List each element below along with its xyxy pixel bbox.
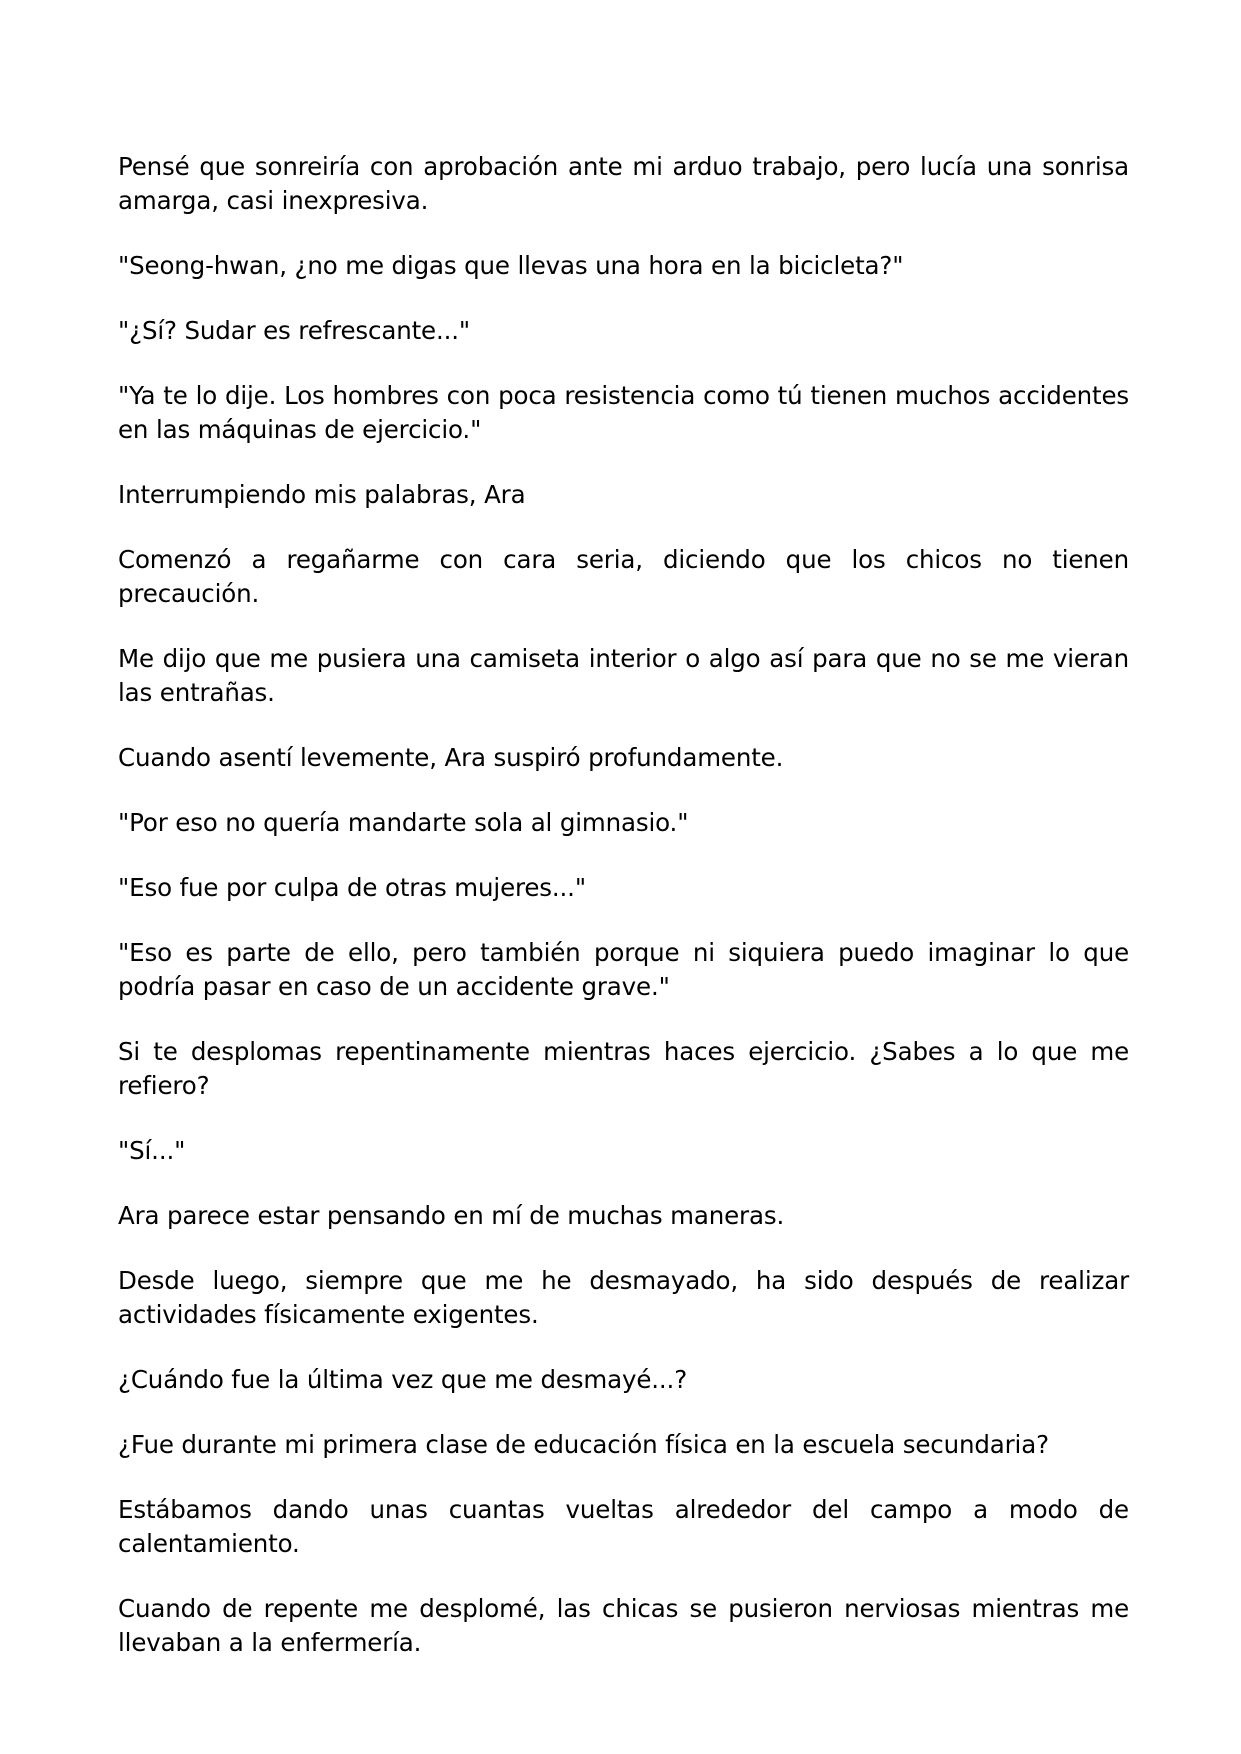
- paragraph-8: Cuando asentí levemente, Ara suspiró profundamente.: [118, 743, 784, 772]
- paragraph-7: Me dijo que me pusiera una camiseta interior o algo así para que no se me vieran las entrañas.: [118, 644, 1129, 707]
- paragraph-1: Pensé que sonreiría con aprobación ante mi arduo trabajo, pero lucía una sonrisa amarga, casi inexpresiva.: [118, 152, 1129, 215]
- paragraph-13: "Sí...": [118, 1136, 186, 1165]
- paragraph-6: Comenzó a regañarme con cara seria, diciendo que los chicos no tienen precaución.: [118, 545, 1129, 608]
- paragraph-15: Desde luego, siempre que me he desmayado, ha sido después de realizar actividades físicamente exigentes.: [118, 1266, 1129, 1329]
- paragraph-17: ¿Fue durante mi primera clase de educación física en la escuela secundaria?: [118, 1430, 1049, 1459]
- paragraph-3: "¿Sí? Sudar es refrescante...": [118, 316, 470, 345]
- paragraph-18: Estábamos dando unas cuantas vueltas alrededor del campo a modo de calentamiento.: [118, 1495, 1129, 1558]
- paragraph-14: Ara parece estar pensando en mí de muchas maneras.: [118, 1201, 785, 1230]
- paragraph-11: "Eso es parte de ello, pero también porque ni siquiera puedo imaginar lo que podría pasar en caso de un accidente grave.": [118, 938, 1129, 1001]
- paragraph-16: ¿Cuándo fue la última vez que me desmayé...?: [118, 1365, 688, 1394]
- paragraph-2: "Seong-hwan, ¿no me digas que llevas una hora en la bicicleta?": [118, 251, 904, 280]
- paragraph-10: "Eso fue por culpa de otras mujeres...": [118, 873, 586, 902]
- paragraph-19: Cuando de repente me desplomé, las chicas se pusieron nerviosas mientras me llevaban a la enfermería.: [118, 1594, 1129, 1657]
- paragraph-12: Si te desplomas repentinamente mientras haces ejercicio. ¿Sabes a lo que me refiero?: [118, 1037, 1129, 1100]
- paragraph-9: "Por eso no quería mandarte sola al gimnasio.": [118, 808, 689, 837]
- paragraph-5: Interrumpiendo mis palabras, Ara: [118, 480, 526, 509]
- paragraph-4: "Ya te lo dije. Los hombres con poca resistencia como tú tienen muchos accidentes en las máquinas de ejercicio.": [118, 381, 1129, 444]
